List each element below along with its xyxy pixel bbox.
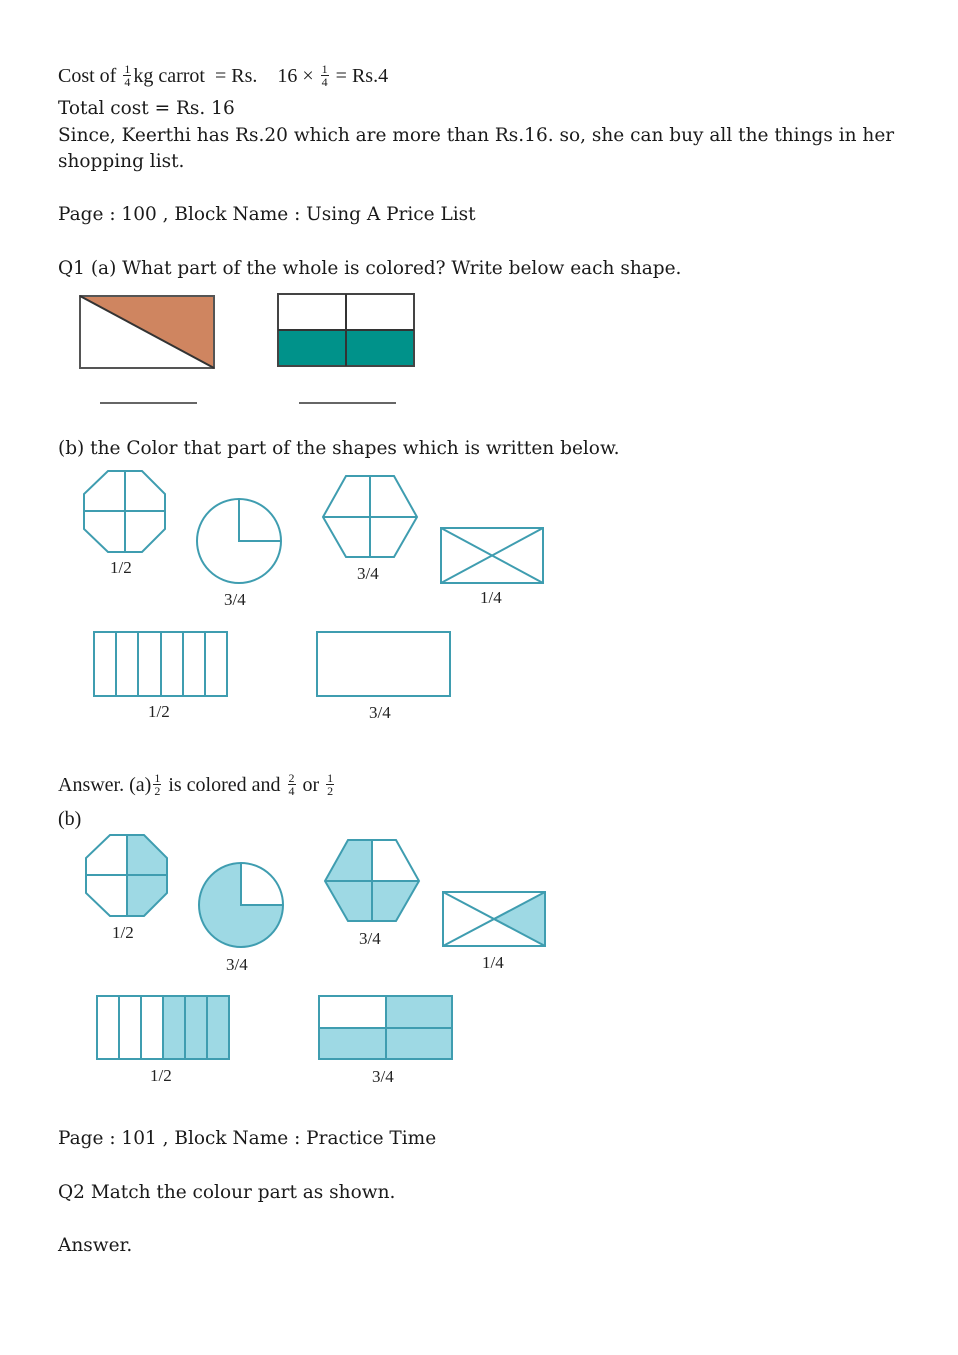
conclusion-text: Since, Keerthi has Rs.20 which are more than Rs.16. so, she can buy all the things in her shopping list. bbox=[58, 125, 895, 172]
q1b-hexagon-label: 3/4 bbox=[357, 564, 379, 583]
answer-rect-cross-label: 1/4 bbox=[482, 953, 504, 972]
q1b-octagon-label: 1/2 bbox=[110, 558, 132, 577]
fraction-half: $\frac{1}{2}$ bbox=[154, 770, 161, 798]
page-100-heading: Page : 100 , Block Name : Using A Price List bbox=[58, 204, 476, 225]
answer-rect-strips bbox=[97, 996, 229, 1059]
answer-hexagon bbox=[325, 840, 419, 921]
q1b-hexagon bbox=[323, 476, 417, 557]
fraction-two-quarters: $\frac{2}{4}$ bbox=[288, 770, 295, 798]
answer-octagon bbox=[86, 835, 167, 916]
question-1b: (b) the Color that part of the shapes which is written below. bbox=[58, 438, 620, 459]
carrot-result: = Rs.4 bbox=[335, 65, 389, 87]
answer-rect-cross bbox=[443, 892, 545, 946]
q1b-rect-cross-label: 1/4 bbox=[480, 588, 502, 607]
q1b-circle-label: 3/4 bbox=[224, 590, 246, 609]
q1a-triangle-rectangle bbox=[80, 296, 214, 368]
final-answer-label: Answer. bbox=[58, 1235, 133, 1256]
answer-or: or bbox=[302, 774, 320, 796]
answer-rect-quarters-label: 3/4 bbox=[372, 1067, 394, 1086]
fraction-half-2: $\frac{1}{2}$ bbox=[327, 770, 334, 798]
answer-b-label: (b) bbox=[58, 808, 82, 830]
q1b-circle bbox=[197, 499, 281, 583]
q1b-rect-plain-label: 3/4 bbox=[369, 703, 391, 722]
q1b-rect-strips bbox=[94, 632, 227, 696]
answer-circle-label: 3/4 bbox=[226, 955, 248, 974]
q1b-octagon bbox=[84, 471, 165, 552]
q1a-half-teal-rectangle bbox=[278, 294, 414, 366]
carrot-base: 16 × bbox=[277, 65, 314, 87]
page-101-heading: Page : 101 , Block Name : Practice Time bbox=[58, 1128, 437, 1149]
answer-circle bbox=[199, 863, 283, 947]
carrot-prefix: Cost of bbox=[58, 65, 117, 87]
question-2: Q2 Match the colour part as shown. bbox=[58, 1182, 396, 1203]
fraction-one-quarter-2: $\frac{1}{4}$ bbox=[321, 61, 328, 89]
q1b-rect-strips-label: 1/2 bbox=[148, 702, 170, 721]
answer-octagon-label: 1/2 bbox=[112, 923, 134, 942]
answer-hexagon-label: 3/4 bbox=[359, 929, 381, 948]
q1b-rect-plain bbox=[317, 632, 450, 696]
carrot-item: kg carrot bbox=[133, 65, 205, 87]
answer-rect-quarters bbox=[319, 996, 452, 1059]
answer-mid: is colored and bbox=[168, 774, 281, 796]
answer-prefix: Answer. (a) bbox=[58, 774, 152, 796]
total-cost: Total cost = Rs. 16 bbox=[58, 98, 235, 119]
carrot-equals: = Rs. bbox=[214, 65, 258, 87]
answer-rect-strips-label: 1/2 bbox=[150, 1066, 172, 1085]
q1b-rect-cross bbox=[441, 528, 543, 583]
fraction-one-quarter: $\frac{1}{4}$ bbox=[124, 61, 131, 89]
question-1a: Q1 (a) What part of the whole is colored? Write below each shape. bbox=[58, 258, 682, 279]
